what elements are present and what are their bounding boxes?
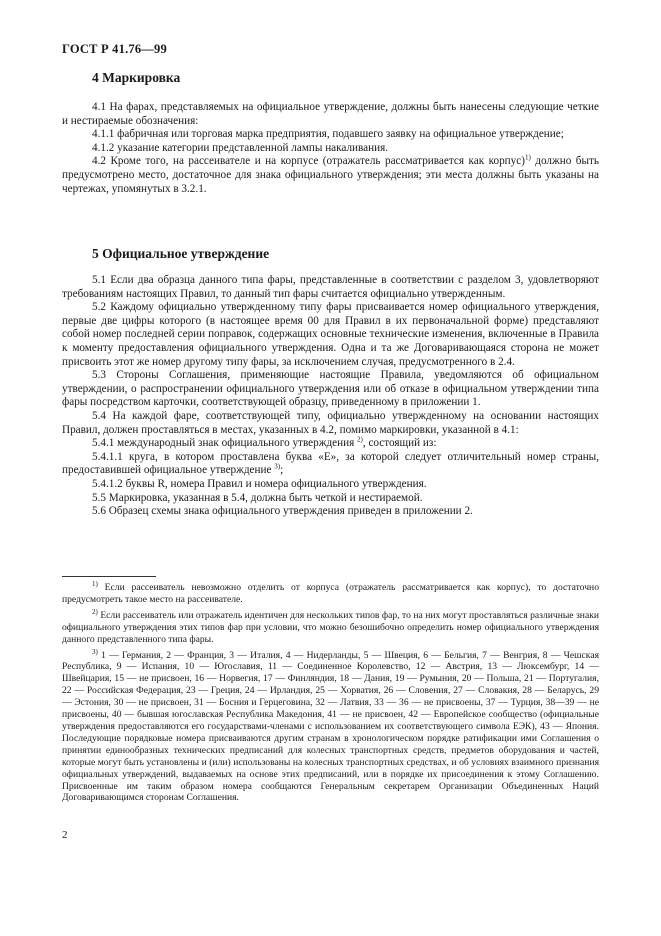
paragraph-5-4-1-1-text-a: 5.4.1.1 круга, в котором проставлена буква «Е», за которой следует отличительный номер страны, предоставившей официальное утверждение bbox=[62, 450, 599, 477]
footnote-3-mark: 3) bbox=[92, 647, 98, 656]
section-5-title: 5 Официальное утверждение bbox=[92, 246, 270, 261]
paragraph-5-4: 5.4 На каждой фаре, соответствующей типу, официально утвержденному на основании настоящих Правил, должен проставляться в местах, указанных в 4.2, помимо маркировки, указанной в 4.1: bbox=[62, 409, 599, 436]
paragraph-5-4-1-1-text-b: ; bbox=[280, 464, 284, 477]
section-5-body bbox=[62, 274, 599, 519]
paragraph-4-2-text-a: 4.2 Кроме того, на рассеивателе и на корпусе (отражатель рассматривается как корпус) bbox=[92, 155, 525, 168]
paragraph-4-1: 4.1 На фарах, представляемых на официальное утверждение, должны быть нанесены следующие четкие и нестираемые обозначения: bbox=[62, 101, 599, 127]
footnote-3-text: 1 — Германия, 2 — Франция, 3 — Италия, 4 — Нидерланды, 5 — Швеция, 6 — Бельгия, 7 — Венгрия, 8 — Чешская Республика, 9 — Испания, 10 — Югославия, 11 — Соединенное Королевство, 12 — Австрия, 13 — Люксембург, 14 — Швейцария, 15 — не присвоен, 16 — Норвегия, 17 — Финляндия, 18 — Дания, 19 — Румыния, 20 — Польша, 21 — Португалия, 22 — Российская Федерация, 23 — Греция, 24 — Ирландия, 25 — Хорватия, 26 — Словения, 27 — Словакия, 28 — Беларусь, 29 — Эстония, 30 — не присвоен, 31 — Босния и Герцеговина, 32 — Латвия, 33 — 36 — не присвоены, 37 — Турция, 38—39 — не присвоены, 40 — бывшая югославская Республика Македония, 41 — не присвоен, 42 — Европейское сообщество (официальные утверждения предоставляются его государствами-членами с использованием их соответствующего символа ЕЭК), 43 — Япония. Последующие порядковые номера присваиваются другим странам в хронологическом порядке ратификации ими Соглашения о принятии единообразных технических предписаний для колесных транспортных средств, предметов оборудования и частей, которые могут быть установлены и (или) использованы на колесных транспортных средствах, и об условиях взаимного признания официальных утверждений, выдаваемых на основе этих предписаний, или в порядке их присоединения к этому Соглашению. Присвоенные им таким образом номера сообщаются Генеральным секретарем Организации Объединенных Наций Договаривающимся сторонам Соглашения. bbox=[62, 649, 599, 804]
paragraph-4-2-text-b: должно быть предусмотрено место, достаточное для знака официального утверждения; эти места должны быть указаны на чертежах, упомянутых в 3.2.1. bbox=[62, 155, 600, 195]
page-number: 2 bbox=[62, 829, 68, 841]
footnote-2-mark: 2) bbox=[92, 607, 98, 616]
footnote-ref-2: 2) bbox=[357, 435, 363, 444]
paragraph-5-4-1-text-a: 5.4.1 международный знак официального утверждения bbox=[92, 437, 358, 450]
paragraph-5-4-1-1 bbox=[62, 451, 599, 478]
footnote-1 bbox=[62, 579, 599, 606]
footnote-3 bbox=[62, 647, 599, 805]
footnote-2-text: Если рассеиватель или отражатель идентичен для нескольких типов фар, то на них могут проставляться различные знаки официального утверждения этих типов фар при условии, что можно безошибочно определить номер официального утверждения данного представленного типа фары. bbox=[62, 609, 599, 645]
paragraph-5-3: 5.3 Стороны Соглашения, применяющие настоящие Правила, уведомляются об официальном утверждении, о распространении официального утверждения или об отказе в официальном утверждении типа фары посредством карточки, соответствующей образцу, приведенному в приложении 1. bbox=[62, 369, 599, 409]
section-4-body bbox=[62, 101, 599, 196]
paragraph-5-4-1 bbox=[62, 437, 599, 451]
paragraph-5-1: 5.1 Если два образца данного типа фары, представленные в соответствии с разделом 3, удовлетворяют требованиям настоящих Правил, то данный тип фары считается официально утвержденным. bbox=[62, 274, 599, 300]
footnotes bbox=[62, 579, 599, 804]
paragraph-5-5: 5.5 Маркировка, указанная в 5.4, должна быть четкой и нестираемой. bbox=[92, 491, 423, 504]
footnote-2 bbox=[62, 607, 599, 646]
document-header: ГОСТ Р 41.76—99 bbox=[62, 42, 167, 56]
paragraph-5-2: 5.2 Каждому официально утвержденному типу фары присваивается номер официального утверждения, первые две цифры которого (в настоящее время 00 для Правил в их первоначальной форме) представляют собой номер последней серии поправок, содержащих основные технические изменения, включенные в Правила к моменту предоставления официального утверждения. Одна и та же Договаривающаяся сторона не может присвоить этот же номер другому типу фары, за исключением случая, предусмотренного в 2.4. bbox=[62, 301, 599, 368]
paragraph-5-4-1-text-b: , состоящий из: bbox=[362, 437, 437, 450]
paragraph-5-4-1-2: 5.4.1.2 буквы R, номера Правил и номера официального утверждения. bbox=[92, 477, 427, 490]
footnote-ref-1: 1) bbox=[524, 153, 531, 162]
footnote-divider bbox=[62, 576, 156, 577]
paragraph-4-1-1: 4.1.1 фабричная или торговая марка предприятия, подавшего заявку на официальное утверждение; bbox=[92, 128, 564, 141]
footnote-ref-3: 3) bbox=[274, 462, 281, 471]
footnote-1-mark: 1) bbox=[92, 579, 98, 588]
paragraph-4-1-2: 4.1.2 указание категории представленной лампы накаливания. bbox=[92, 141, 389, 154]
paragraph-5-6: 5.6 Образец схемы знака официального утверждения приведен в приложении 2. bbox=[92, 505, 473, 518]
footnote-1-text: Если рассеиватель невозможно отделить от корпуса (отражатель рассматривается как корпус), то достаточно предусмотреть такое место на рассеивателе. bbox=[62, 582, 599, 605]
section-4-title: 4 Маркировка bbox=[92, 70, 181, 85]
paragraph-4-2 bbox=[62, 155, 599, 196]
